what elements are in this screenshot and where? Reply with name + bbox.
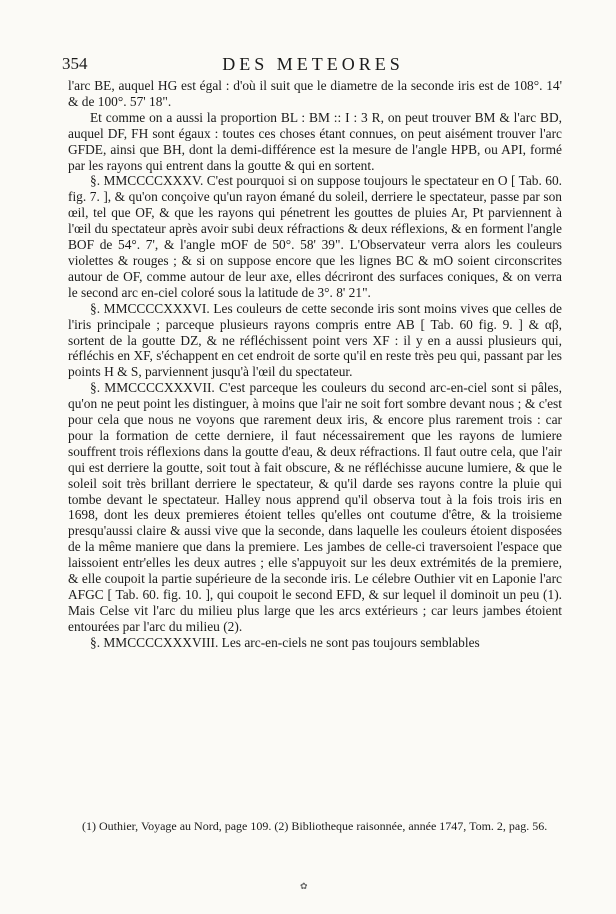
page-number: 354 [62, 54, 88, 73]
paragraph: §. MMCCCCXXXV. C'est pourquoi si on suppose toujours le spectateur en O [ Tab. 60. fig. 7. ], & qu'on conçoive qu'un rayon émané du soleil, derriere le spectateur, passe par son œil, tel que OF, & que les rayons qui pénetrent les gouttes de pluies Ar, Pt parviennent à l'œil du spectateur après avoir subi deux réfractions & deux réflexions, & en forment l'angle BOF de 54°. 7', & l'angle mOF de 50°. 58' 39". L'Observateur verra alors les couleurs violettes & rouges ; & si on suppose encore que les lignes BC & mO soient circonscrites autour de OF, comme autour de leur axe, elles décriront des surfaces coniques, & on verra le second arc en-ciel coloré sous la latitude de 3°. 8' 21". [68, 173, 562, 300]
footnote-separator [68, 806, 562, 807]
footnote: (1) Outhier, Voyage au Nord, page 109. (2) Bibliotheque raisonnée, année 1747, Tom. 2, pag. 56. [82, 819, 548, 833]
page-header [62, 54, 564, 76]
paragraph: Et comme on a aussi la proportion BL : BM :: I : 3 R, on peut trouver BM & l'arc BD, auquel DF, FH sont égaux : toutes ces choses étant connues, on peut aisément trouver l'arc GFDE, ainsi que BH, dont la demi-différence est la mesure de l'angle HPB, ou API, formé par les rayons qui entrent dans la goutte & qui en sortent. [68, 109, 562, 173]
paragraph: §. MMCCCCXXXVIII. Les arc-en-ciels ne sont pas toujours semblables [90, 634, 480, 650]
paragraph: l'arc BE, auquel HG est égal : d'où il suit que le diametre de la seconde iris est de 108°. 14' & de 100°. 57' 18". [68, 78, 562, 109]
paragraph: §. MMCCCCXXXVII. C'est parceque les couleurs du second arc-en-ciel sont si pâles, qu'on ne peut point les distinguer, à moins que l'air ne soit fort sombre devant nous ; & c'est pour cela que nous ne voyons que rarement deux iris, & encore plus rarement trois : car pour la formation de cette derniere, il faut nécessairement que les rayons de lumiere souffrent trois réflexions dans la goutte d'eau, & deux réfractions. Il faut outre cela, que l'air qui est derriere la goutte, soit tout à fait obscure, & ne réfléchisse aucune lumiere, & que le soleil soit très brillant derriere le spectateur, & qu'il darde ses rayons contre la pluie qui tombe devant le spectateur. Halley nous apprend qu'il observa tout à la fois trois iris en 1698, dont les deux premieres étoient telles qu'elles ont coutume d'être, & la troisieme presqu'aussi claire & aussi vive que la seconde, dans laquelle les couleurs étoient disposées de la même maniere que dans la premiere. Les jambes de celle-ci traversoient l'espace que laissoient entr'elles les deux autres ; elle s'appuyoit sur les deux extrémités de la premiere, & elle coupoit la partie supérieure de la seconde iris. Le célebre Outhier vit en Laponie l'arc AFGC [ Tab. 60. fig. 10. ], qui coupoit le second EFD, & sur lequel il dominoit un peu (1). Mais Celse vit l'arc du milieu plus large que les arcs extérieurs ; car leurs jambes étoient entourées par l'arc du milieu (2). [68, 380, 562, 634]
footnotes [68, 818, 562, 835]
paragraph: §. MMCCCCXXXVI. Les couleurs de cette seconde iris sont moins vives que celles de l'iris principale ; parceque plusieurs rayons compris entre AB [ Tab. 60 fig. 9. ] & αβ, sortent de la goutte DZ, & ne réfléchissent point vers XF : il y en a aussi plusieurs qui, réfléchis en XF, s'échappent en cet endroit de sorte qu'il en reste très peu qui, passant par les points H & S, parviennent jusqu'à l'œil du spectateur. [68, 300, 562, 380]
body-text [68, 78, 562, 651]
running-title: DES METEORES [222, 54, 404, 74]
ornament-icon: ✿ [300, 881, 308, 891]
